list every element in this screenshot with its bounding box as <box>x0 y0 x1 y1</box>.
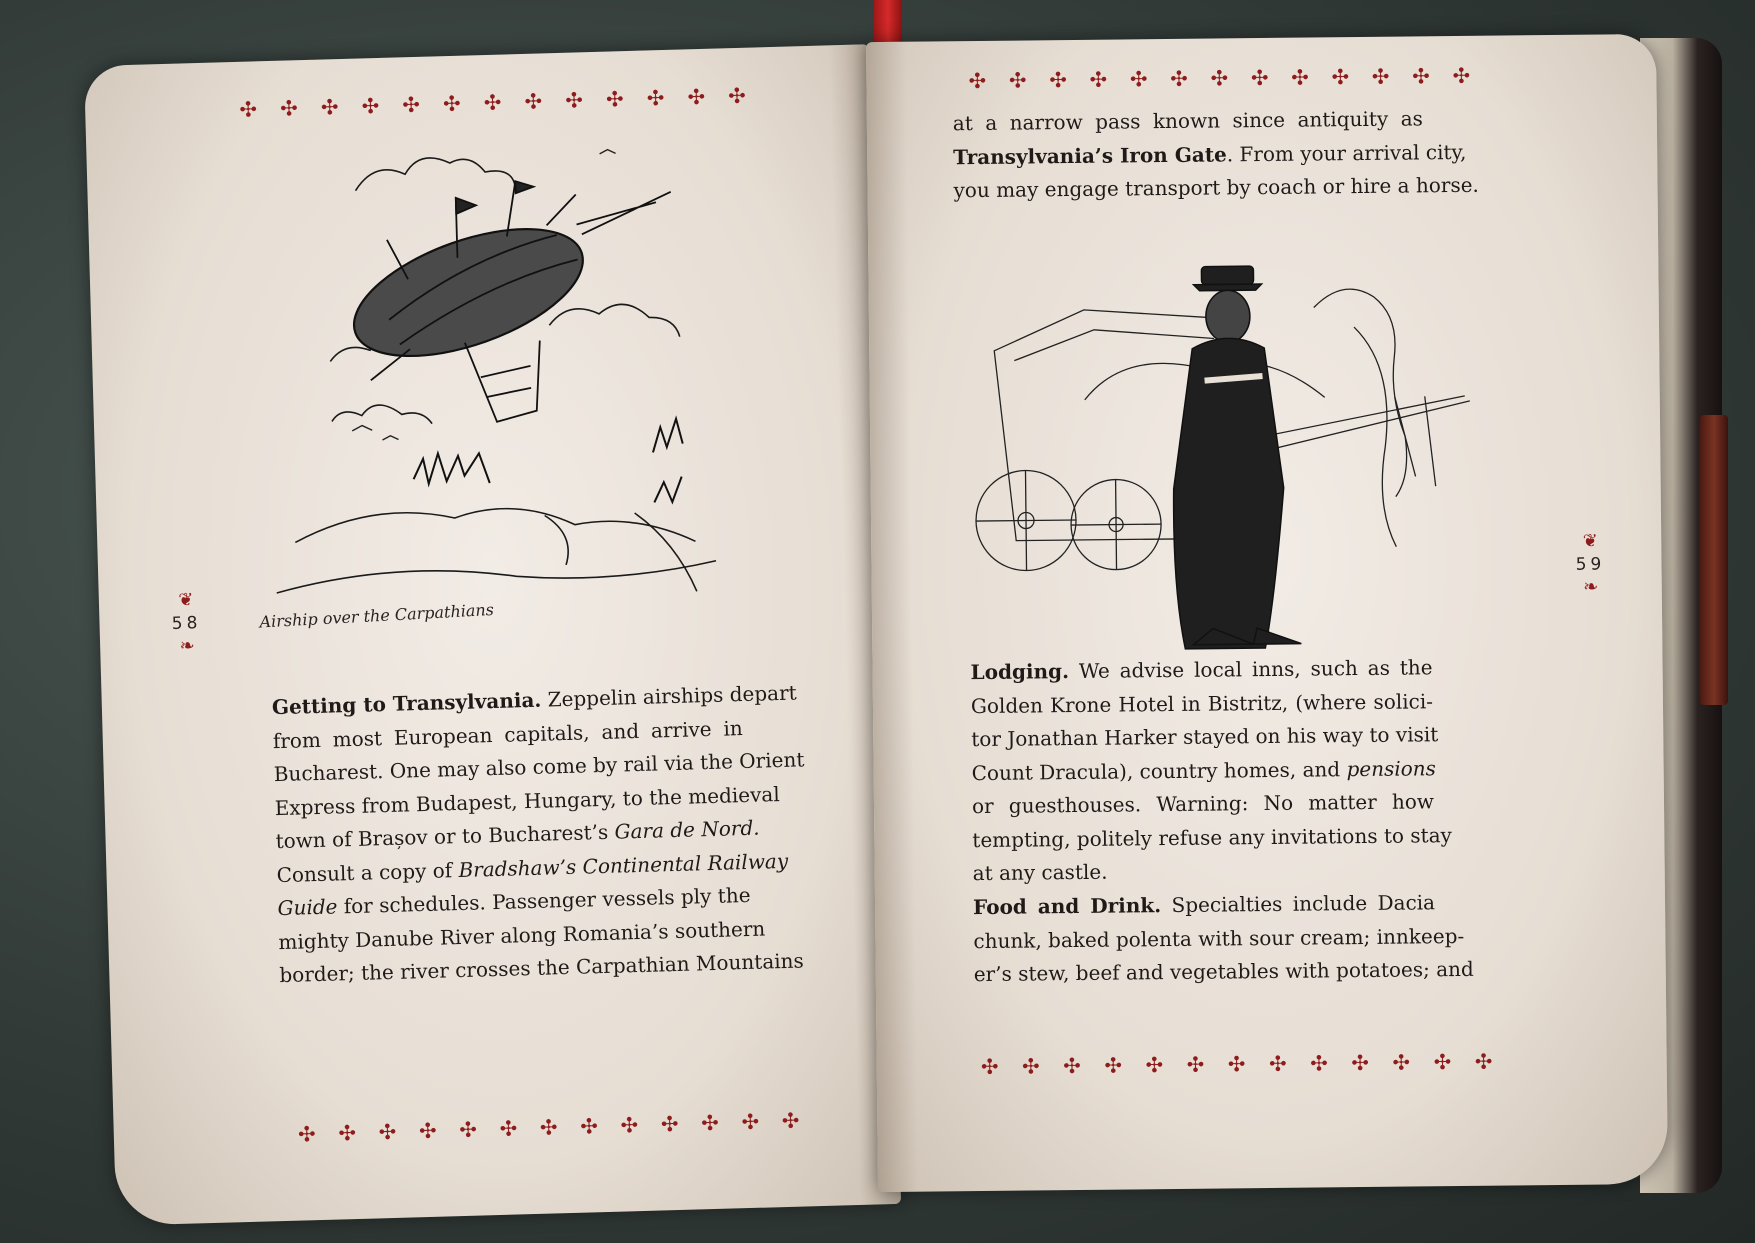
ornament-glyph: ✣ <box>1063 1053 1081 1079</box>
text-line: Transylvania’s Iron Gate. From your arrival city, <box>953 139 1467 169</box>
ornament-glyph: ✣ <box>727 83 747 109</box>
ornament-glyph: ✣ <box>1412 64 1430 89</box>
text-line: at any castle. <box>972 859 1108 886</box>
text-line: town of Brașov or to Bucharest’s Gara de Nord. <box>275 815 760 854</box>
ornament-glyph: ✣ <box>1351 1050 1370 1076</box>
ornament-glyph: ✣ <box>620 1113 639 1138</box>
continuation-paragraph <box>952 102 1479 207</box>
section-heading: Lodging. <box>970 659 1070 685</box>
text-line: chunk, baked polenta with sour cream; innkeep- <box>973 923 1465 953</box>
ornament-glyph: ✣ <box>700 1110 720 1136</box>
ornament-glyph: ✣ <box>1129 67 1148 92</box>
ornament-glyph: ✣ <box>458 1117 478 1143</box>
ornament-glyph: ✣ <box>1210 66 1229 91</box>
ornament-glyph: ✣ <box>741 1109 760 1135</box>
italic-text: Guide <box>277 894 338 921</box>
text-line: from most European capitals, and arrive in <box>272 715 744 753</box>
ornament-glyph: ✣ <box>483 90 502 116</box>
ornament-glyph: ✣ <box>1331 65 1350 90</box>
ornament-glyph: ✣ <box>1268 1051 1287 1077</box>
ornament-glyph: ✣ <box>361 93 380 119</box>
italic-text: Gara de Nord. <box>614 815 760 844</box>
section-lodging <box>970 651 1452 890</box>
ornament-glyph: ✣ <box>338 1121 357 1146</box>
text-line: you may engage transport by coach or hire a horse. <box>953 172 1479 203</box>
ornament-glyph: ✣ <box>1310 1051 1328 1076</box>
text-line: Lodging. We advise local inns, such as the <box>970 655 1433 685</box>
ornament-row-top <box>964 64 1474 93</box>
page-number-left <box>151 591 223 657</box>
section-heading: Getting to Transylvania. <box>271 687 542 720</box>
ornament-glyph: ✣ <box>579 1114 599 1139</box>
folio-flourish-bottom: ❧ <box>1583 576 1599 598</box>
ornament-glyph: ✣ <box>1474 1049 1493 1074</box>
ornament-row-bottom <box>977 1050 1497 1079</box>
ornament-glyph: ✣ <box>781 1108 800 1134</box>
ornament-glyph: ✣ <box>1170 66 1188 91</box>
coachman-illustration <box>963 246 1487 661</box>
ornament-glyph: ✣ <box>524 89 543 114</box>
folio-flourish-bottom: ❧ <box>179 635 196 657</box>
elastic-strap <box>1700 415 1728 705</box>
text-line: Getting to Transylvania. Zeppelin airships depart <box>271 680 797 720</box>
illustration-caption: Airship over the Carpathians <box>259 599 495 632</box>
ornament-glyph: ✣ <box>1291 65 1309 90</box>
page-number-value: 59 <box>1575 554 1606 575</box>
ornament-glyph: ✣ <box>1089 67 1108 92</box>
left-page <box>84 44 901 1225</box>
ornament-glyph: ✣ <box>1227 1052 1246 1077</box>
ornament-glyph: ✣ <box>564 88 584 113</box>
text-line: er’s stew, beef and vegetables with potatoes; and <box>973 956 1474 987</box>
text-line: Count Dracula), country homes, and pensions <box>971 755 1437 785</box>
ornament-glyph: ✣ <box>980 1054 999 1080</box>
italic-text: pensions <box>1346 755 1437 781</box>
airship-drawing <box>204 109 778 624</box>
folio-flourish-top: ❦ <box>178 589 194 611</box>
ornament-glyph: ✣ <box>1452 63 1471 89</box>
text-line: mighty Danube River along Romania’s southern <box>278 916 766 954</box>
text-line: tor Jonathan Harker stayed on his way to visit <box>971 722 1439 752</box>
text-line: Bucharest. One may also come by rail via the Orient <box>273 747 805 787</box>
page-number-right <box>1555 532 1626 597</box>
ornament-glyph: ✣ <box>442 91 462 117</box>
text-line: Food and Drink. Specialties include Dacia <box>972 890 1436 920</box>
right-page <box>866 34 1668 1192</box>
ornament-glyph: ✣ <box>605 87 624 112</box>
ornament-glyph: ✣ <box>378 1119 397 1145</box>
text-line: Consult a copy of Bradshaw’s Continental Railway <box>276 848 789 887</box>
text-line: tempting, politely refuse any invitations to stay <box>972 822 1452 852</box>
ornament-glyph: ✣ <box>1250 65 1269 91</box>
ornament-glyph: ✣ <box>1104 1053 1123 1078</box>
text-line: at a narrow pass known since antiquity as <box>952 106 1423 136</box>
text-line: border; the river crosses the Carpathian Mountains <box>279 948 805 988</box>
ornament-glyph: ✣ <box>320 95 339 120</box>
section-heading: Food and Drink. <box>972 893 1162 920</box>
ornament-glyph: ✣ <box>279 96 299 121</box>
ornament-glyph: ✣ <box>539 1115 558 1140</box>
folio-flourish-top: ❦ <box>1582 530 1598 552</box>
ornament-glyph: ✣ <box>1008 68 1027 93</box>
ornament-glyph: ✣ <box>687 84 706 110</box>
ornament-glyph: ✣ <box>646 85 665 111</box>
text-line: or guesthouses. Warning: No matter how <box>971 789 1435 819</box>
ornament-glyph: ✣ <box>1392 1050 1411 1075</box>
ornament-glyph: ✣ <box>1186 1052 1205 1077</box>
text-line: Express from Budapest, Hungary, to the medieval <box>274 781 780 820</box>
ornament-glyph: ✣ <box>418 1118 437 1144</box>
ornament-glyph: ✣ <box>1371 64 1390 89</box>
ornament-glyph: ✣ <box>239 97 258 122</box>
ornament-glyph: ✣ <box>1145 1053 1164 1078</box>
text-line: Golden Krone Hotel in Bistritz, (where solici- <box>970 688 1434 718</box>
ornament-glyph: ✣ <box>1433 1050 1452 1075</box>
coach-drawing <box>963 246 1487 661</box>
ornament-row-bottom <box>294 1109 804 1147</box>
ornament-glyph: ✣ <box>660 1112 679 1137</box>
bold-text: Transylvania’s Iron Gate <box>953 141 1227 169</box>
text-line: Guide for schedules. Passenger vessels ply the <box>277 882 751 921</box>
ornament-glyph: ✣ <box>499 1116 518 1141</box>
page-number-value: 58 <box>171 613 202 634</box>
ornament-glyph: ✣ <box>968 68 987 94</box>
ornament-glyph: ✣ <box>1049 68 1067 93</box>
section-food-and-drink <box>972 886 1474 991</box>
italic-text: Bradshaw’s Continental Railway <box>458 848 789 882</box>
ornament-glyph: ✣ <box>297 1122 316 1147</box>
section-getting-to-transylvania <box>271 678 805 993</box>
ornament-glyph: ✣ <box>402 92 421 118</box>
ornament-glyph: ✣ <box>1021 1054 1040 1079</box>
airship-illustration <box>204 109 778 624</box>
